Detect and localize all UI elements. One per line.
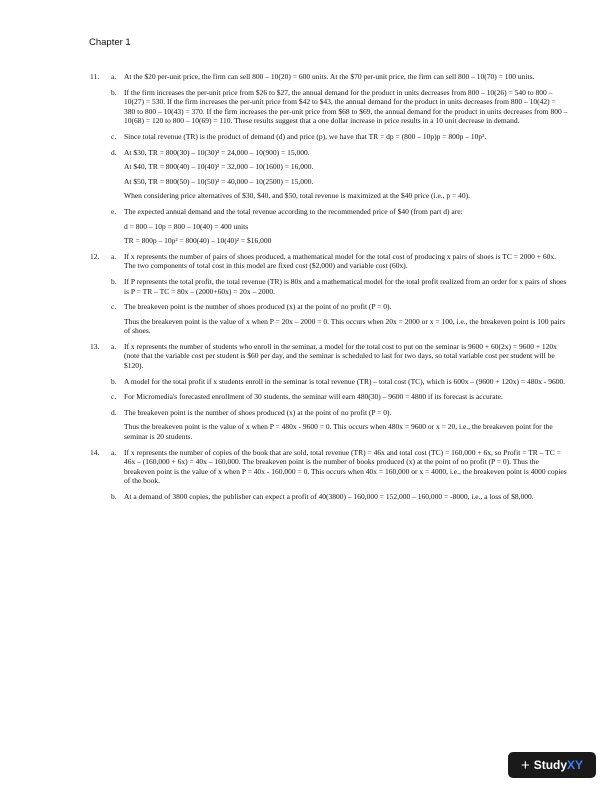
part-letter: b. xyxy=(111,376,117,386)
problem-part xyxy=(111,408,568,442)
part-letter: b. xyxy=(111,276,117,286)
problem-part xyxy=(111,302,568,336)
logo-text-xy: XY xyxy=(567,758,584,772)
problem-number: 12. xyxy=(90,251,100,261)
solution-text: The expected annual demand and the total revenue according to the recommended price of $40 (from part d) are: xyxy=(124,206,463,216)
problem-part xyxy=(111,392,568,402)
part-letter: c. xyxy=(111,302,117,312)
problem-part xyxy=(111,277,568,296)
problem-item xyxy=(90,72,568,252)
part-letter: c. xyxy=(111,392,117,402)
problem-part xyxy=(111,207,568,246)
solution-text: If P represents the total profit, the total revenue (TR) is 80x and a mathematical model for the total profit realized from an order for x pairs of shoes is P = TR – TC = 80x – (2000+60x) = 20x – 2000. xyxy=(124,276,567,296)
solution-text: Thus the breakeven point is the value of x when P = 20x – 2000 = 0. This occurs when 20x = 2000 or x = 100, i.e., the breakeven point is 100 pairs of shoes. xyxy=(124,316,566,336)
part-letter: a. xyxy=(111,72,117,81)
solutions-content xyxy=(90,72,568,508)
solution-text: TR = 800p – 10p² = 800(40) – 10(40)² = $16,000 xyxy=(124,236,272,246)
problem-item xyxy=(90,252,568,342)
plus-icon: + xyxy=(520,756,530,774)
studyxy-logo[interactable] xyxy=(508,752,596,778)
problem-part xyxy=(111,377,568,387)
solution-text: If x represents the number of students who enroll in the seminar, a model for the total cost to put on the seminar is 9600 + 60(2x) = 9600 + 120x (note that the variable cost per student is $60 per day, and the seminar is scheduled to last for two days, so total variable cost per student will be $120). xyxy=(124,341,557,371)
part-letter: a. xyxy=(111,341,117,351)
problem-number: 11. xyxy=(90,72,100,81)
part-letter: c. xyxy=(111,131,117,141)
problem-number: 14. xyxy=(90,447,100,457)
solution-text: If x represents the number of copies of the book that are sold, total revenue (TR) = 46x and total cost (TC) = 160,000 + 6x, so Profit = TR – TC = 46x – (160,000 + 6x) = 40x – 160,000. The breakeven point is the number of books produced (x) at the point of no profit (P = 0). Thus the breakeven point is the value of x when P = 40x - 160,000 = 0. This occurs when 40x = 160,000 or x = 4000, i.e., the breakeven point is 4000 copies of the book. xyxy=(124,447,567,486)
problem-part xyxy=(111,252,568,271)
problem-item xyxy=(90,342,568,448)
part-letter: d. xyxy=(111,147,117,157)
problem-part xyxy=(111,148,568,201)
solution-text: If the firm increases the per-unit price from $26 to $27, the annual demand for the product in units decreases from 800 – 10(26) = 540 to 800 – 10(27) = 530. If the firm increases the per-unit price from $42 to $43, the annual demand for the product in units decreases from 800 – 10(42) = 380 to 800 – 10(43) = 370. If the firm increases the per-unit price from $68 to $69, the annual demand for the product in units decreases from 800 – 10(68) = 120 to 800 – 10(69) = 110. These results suggest that a one dollar increase in price results in a 10 unit decrease in demand. xyxy=(124,87,568,126)
part-letter: d. xyxy=(111,407,117,417)
problem-number: 13. xyxy=(90,341,100,351)
problem-part xyxy=(111,88,568,126)
problem-part xyxy=(111,132,568,142)
problem-part xyxy=(111,342,568,371)
solution-text: At $40, TR = 800(40) – 10(40)² = 32,000 – 10(1600) = 16,000. xyxy=(124,162,314,172)
solution-text: When considering price alternatives of $30, $40, and $50, total revenue is maximized at the $40 price (i.e., p = 40). xyxy=(124,191,470,201)
solution-text: The breakeven point is the number of shoes produced (x) at the point of no profit (P = 0). xyxy=(124,302,392,312)
part-letter: a. xyxy=(111,447,117,457)
page-header: Chapter 1 xyxy=(89,37,131,48)
part-letter: b. xyxy=(111,87,117,97)
solution-text: If x represents the number of pairs of shoes produced, a mathematical model for the total cost of producing x pairs of shoes is TC = 2000 + 60x. The two components of total cost in this model are fixed cost ($2,000) and variable cost (60x). xyxy=(124,251,556,271)
problem-part xyxy=(111,492,568,502)
problem-part xyxy=(111,72,568,82)
logo-text-study: Study xyxy=(533,758,568,772)
solution-text: A model for the total profit if x students enroll in the seminar is total revenue (TR) – total cost (TC), which is 600x – (9600 + 120x) = 480x - 9600. xyxy=(124,376,566,386)
problem-item xyxy=(90,448,568,508)
solution-text: d = 800 – 10p = 800 – 10(40) = 400 units xyxy=(124,221,249,231)
part-letter: e. xyxy=(111,206,117,216)
solution-text: Thus the breakeven point is the value of x when P = 480x - 9600 = 0. This occurs when 480x = 9600 or x = 20, i.e., the breakeven point for the seminar is 20 students. xyxy=(124,422,553,442)
solution-text: At $50, TR = 800(50) – 10(50)² = 40,000 – 10(2500) = 15,000. xyxy=(124,176,314,186)
solution-text: At $30, TR = 800(30) – 10(30)² = 24,000 – 10(900) = 15,000. xyxy=(124,147,310,157)
problem-part xyxy=(111,448,568,486)
solution-text: For Micromedia's forecasted enrollment of 30 students, the seminar will earn 480(30) – 9600 = 4800 if its forecast is accurate. xyxy=(124,392,503,402)
solution-text: Since total revenue (TR) is the product of demand (d) and price (p), we have that TR = dp = (800 – 10p)p = 800p – 10p². xyxy=(124,131,487,141)
solution-text: At the $20 per-unit price, the firm can sell 800 – 10(20) = 600 units. At the $70 per-unit price, the firm can sell 800 – 10(70) = 100 units. xyxy=(124,72,535,81)
solution-text: At a demand of 3800 copies, the publisher can expect a profit of 40(3800) – 160,000 = 152,000 – 160,000 = -8000, i.e., a loss of $8,000. xyxy=(124,492,534,501)
part-letter: a. xyxy=(111,251,117,261)
solution-text: The breakeven point is the number of shoes produced (x) at the point of no profit (P = 0). xyxy=(124,407,392,417)
part-letter: b. xyxy=(111,492,117,501)
